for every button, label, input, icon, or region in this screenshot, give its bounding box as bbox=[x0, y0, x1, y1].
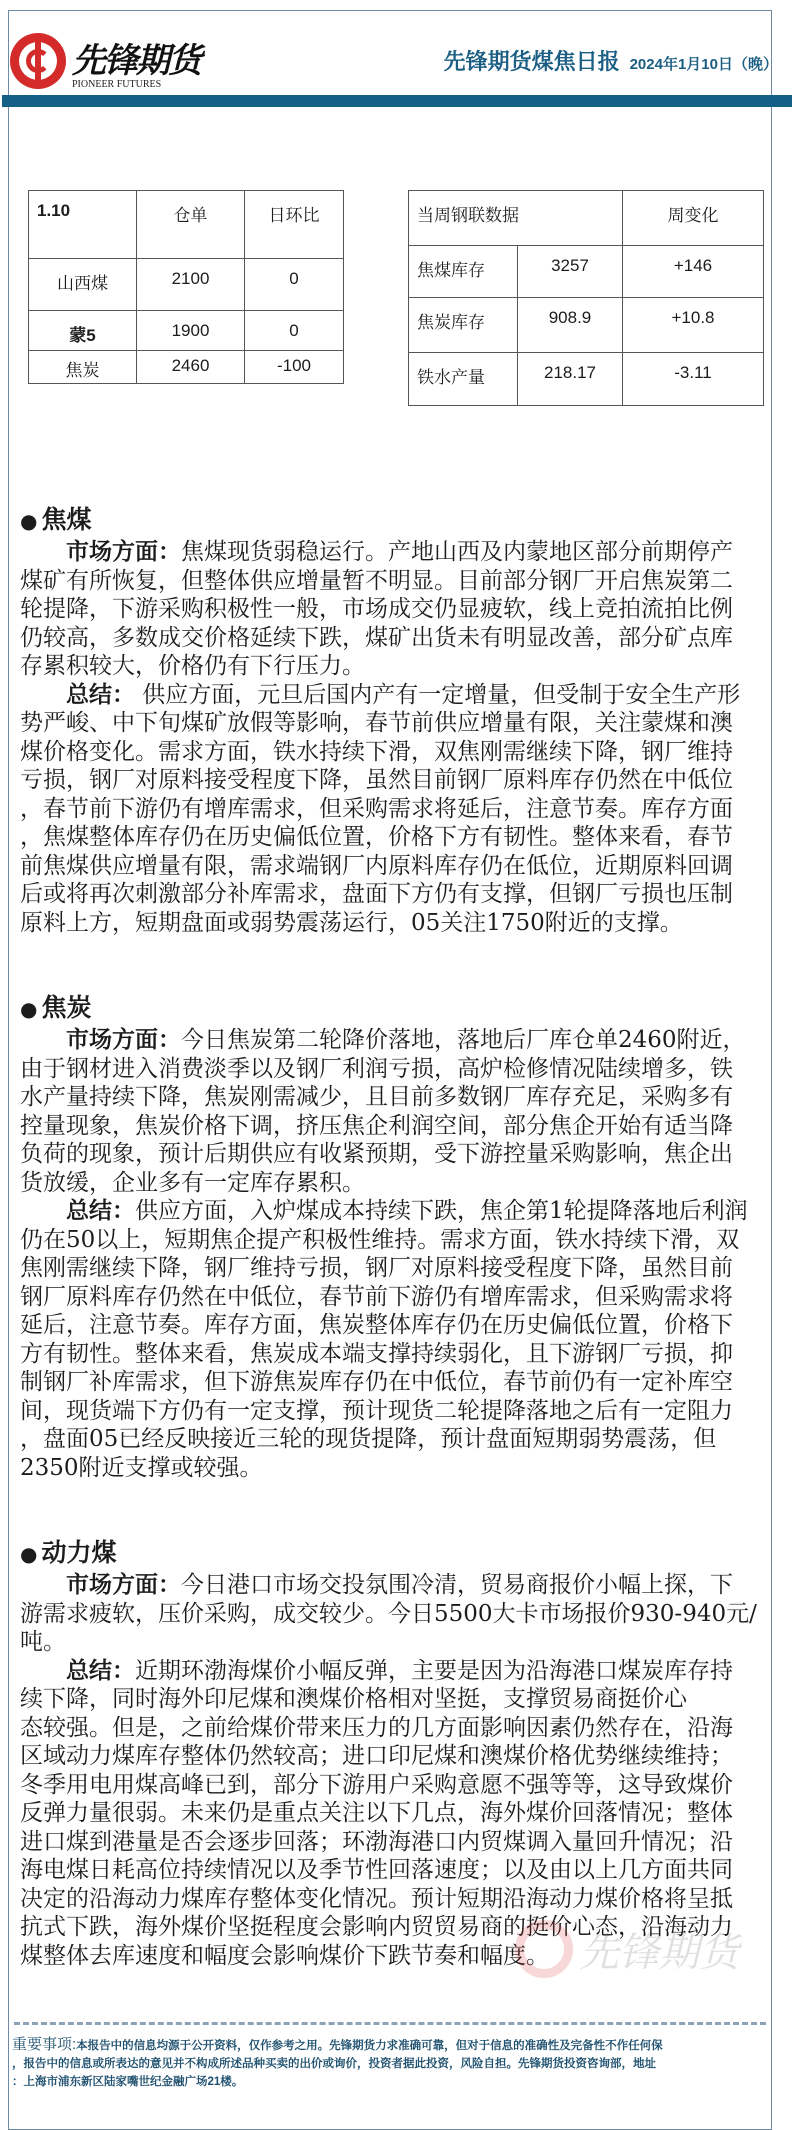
summary-paragraph bbox=[20, 1197, 760, 1482]
line-text: 煤价格变化。需求方面，铁水持续下滑，双焦刚需继续下降，钢厂维持 bbox=[20, 738, 733, 765]
summary-label: 总结： bbox=[66, 680, 135, 708]
table-cell: 焦炭库存 bbox=[409, 298, 518, 353]
header-divider-bar bbox=[2, 95, 792, 107]
table-row bbox=[409, 353, 764, 406]
line-text: ，盘面05已经反映接近三轮的现货提降，预计盘面短期弱势震荡，但 bbox=[20, 1426, 717, 1452]
paragraph-line bbox=[20, 880, 760, 909]
logo-chinese-name: 先锋期货 bbox=[72, 41, 200, 81]
line-text: 近期环渤海煤价小幅反弹，主要是因为沿海港口煤炭库存持 bbox=[135, 1657, 733, 1684]
line-text: 水产量持续下降，焦炭刚需减少，且目前多数钢厂库存充足，采购多有 bbox=[20, 1084, 733, 1110]
paragraph-line bbox=[20, 1283, 760, 1312]
paragraph-line bbox=[20, 624, 760, 653]
market-paragraph bbox=[20, 1571, 760, 1657]
line-text: 货放缓，企业多有一定库存累积。 bbox=[20, 1169, 365, 1196]
paragraph-line bbox=[20, 795, 760, 824]
line-text: 钢厂原料库存仍然在中低位，春节前下游仍有增库需求，但采购需求将 bbox=[20, 1283, 733, 1310]
table-cell: 2460 bbox=[137, 351, 245, 384]
paragraph-line bbox=[20, 1026, 760, 1055]
paragraph-line bbox=[20, 1600, 760, 1629]
table-header-cell: 当周钢联数据 bbox=[409, 191, 623, 246]
company-logo bbox=[10, 33, 200, 93]
watermark-logo bbox=[515, 1920, 739, 1978]
table-cell: 山西煤 bbox=[29, 259, 137, 311]
disclaimer-label: 重要事项: bbox=[12, 2036, 77, 2053]
paragraph-line bbox=[20, 1571, 760, 1600]
paragraph-line bbox=[20, 1112, 760, 1141]
table-cell: 3257 bbox=[518, 246, 623, 298]
market-label: 市场方面： bbox=[66, 1026, 181, 1053]
table-header-cell: 周变化 bbox=[623, 191, 764, 246]
line-text: 焦刚需继续下降，钢厂维持亏损，钢厂对原料接受程度下降，虽然目前 bbox=[20, 1255, 733, 1281]
line-text: 决定的沿海动力煤库存整体变化情况。预计短期沿海动力煤价格将呈抵 bbox=[20, 1885, 733, 1912]
line-text: 煤整体去库速度和幅度会影响煤价下跌节奏和幅度。 bbox=[20, 1942, 549, 1969]
bullet-icon: ● bbox=[20, 997, 38, 1021]
line-text: 势严峻、中下旬煤矿放假等影响，春节前供应增量有限，关注蒙煤和澳 bbox=[20, 710, 733, 736]
line-text: 由于钢材进入消费淡季以及钢厂利润亏损，高炉检修情况陆续增多，铁 bbox=[20, 1055, 733, 1082]
table-cell: 2100 bbox=[137, 259, 245, 311]
section-coking-coal bbox=[20, 502, 760, 937]
section-thermal-coal bbox=[20, 1535, 760, 1970]
paragraph-line bbox=[20, 852, 760, 881]
line-text: 抗式下跌，海外煤价坚挺程度会影响内贸贸易商的挺价心态，沿海动力 bbox=[20, 1914, 733, 1940]
paragraph-line bbox=[20, 1657, 760, 1686]
line-text: 游需求疲软，压价采购，成交较少。今日5500大卡市场报价930-940元/ bbox=[20, 1600, 757, 1627]
section-title: 焦煤 bbox=[41, 505, 92, 534]
table-cell: 焦炭 bbox=[29, 351, 137, 384]
line-text: 态较强。但是，之前给煤价带来压力的几方面影响因素仍然存在，沿海 bbox=[20, 1714, 733, 1741]
report-name: 先锋期货煤焦日报 bbox=[443, 49, 620, 74]
line-text: 2350附近支撑或较强。 bbox=[20, 1454, 263, 1481]
report-date: 2024年1月10日（晚） bbox=[629, 56, 778, 73]
report-title bbox=[444, 45, 778, 76]
line-text: 今日港口市场交投氛围冷清，贸易商报价小幅上探，下 bbox=[181, 1572, 733, 1598]
line-text: 前焦煤供应增量有限，需求端钢厂内原料库存仍在低位，近期原料回调 bbox=[20, 852, 733, 879]
section-title: 焦炭 bbox=[41, 993, 92, 1022]
warehouse-receipt-table bbox=[28, 190, 344, 384]
watermark-text: 先锋期货 bbox=[579, 1929, 739, 1976]
table-header-cell: 1.10 bbox=[29, 191, 137, 259]
disclaimer-line: 本报告中的信息均源于公开资料，仅作参考之用。先锋期货力求准确可靠，但对于信息的准确性及完备性不作任何保 bbox=[76, 2040, 663, 2052]
paragraph-line bbox=[20, 709, 760, 738]
paragraph-line bbox=[20, 1340, 760, 1369]
table-row bbox=[29, 259, 344, 311]
table-cell: 0 bbox=[245, 311, 344, 351]
table-cell: +146 bbox=[623, 246, 764, 298]
line-text: 负荷的现象，预计后期供应有收紧预期，受下游控量采购影响，焦企出 bbox=[20, 1141, 733, 1167]
table-cell: 908.9 bbox=[518, 298, 623, 353]
paragraph-line bbox=[20, 1828, 760, 1857]
line-text: 今日焦炭第二轮降价落地，落地后厂库仓单2460附近， bbox=[181, 1027, 746, 1053]
paragraph-line bbox=[20, 766, 760, 795]
summary-paragraph bbox=[20, 681, 760, 938]
paragraph-line bbox=[20, 538, 760, 567]
line-text: ，焦煤整体库存仍在历史偏低位置，价格下方有韧性。整体来看，春节 bbox=[20, 824, 733, 850]
line-text: 后或将再次刺激部分补库需求，盘面下方仍有支撑，但钢厂亏损也压制 bbox=[20, 881, 733, 907]
table-cell: 218.17 bbox=[518, 353, 623, 406]
disclaimer-line: ：上海市浦东新区陆家嘴世纪金融广场21楼。 bbox=[12, 2076, 244, 2088]
table-cell: 0 bbox=[245, 259, 344, 311]
market-paragraph bbox=[20, 1026, 760, 1197]
line-text: 原料上方，短期盘面或弱势震荡运行，05关注1750附近的支撑。 bbox=[20, 909, 683, 936]
line-text: 供应方面，元旦后国内产有一定增量，但受制于安全生产形 bbox=[135, 681, 741, 708]
line-text: 进口煤到港量是否会逐步回落；环渤海港口内贸煤调入量回升情况；沿 bbox=[20, 1828, 733, 1855]
line-text: 冬季用电用煤高峰已到，部分下游用户采购意愿不强等等，这导致煤价 bbox=[20, 1771, 733, 1798]
paragraph-line bbox=[20, 1254, 760, 1283]
paragraph-line bbox=[20, 738, 760, 767]
section-heading bbox=[20, 1535, 760, 1571]
table-row bbox=[409, 298, 764, 353]
section-heading bbox=[20, 502, 760, 538]
line-text: 吨。 bbox=[20, 1629, 66, 1655]
line-text: 供应方面，入炉煤成本持续下跌，焦企第1轮提降落地后利润 bbox=[135, 1198, 748, 1224]
paragraph-line bbox=[20, 1685, 760, 1714]
table-header-cell: 仓单 bbox=[137, 191, 245, 259]
logo-english-name: PIONEER FUTURES bbox=[72, 79, 162, 90]
paragraph-line bbox=[20, 1454, 760, 1483]
paragraph-line bbox=[20, 1140, 760, 1169]
disclaimer bbox=[12, 2036, 767, 2091]
paragraph-line bbox=[20, 909, 760, 938]
line-text: ，春节前下游仍有增库需求，但采购需求将延后，注意节奏。库存方面 bbox=[20, 795, 733, 822]
table-header-row bbox=[409, 191, 764, 246]
line-text: 煤矿有所恢复，但整体供应增量暂不明显。目前部分钢厂开启焦炭第二 bbox=[20, 567, 733, 594]
section-coke bbox=[20, 990, 760, 1482]
paragraph-line bbox=[20, 1771, 760, 1800]
line-text: 海电煤日耗高位持续情况以及季节性回落速度；以及由以上几方面共同 bbox=[20, 1857, 733, 1883]
paragraph-line bbox=[20, 823, 760, 852]
market-paragraph bbox=[20, 538, 760, 681]
line-text: 续下降，同时海外印尼煤和澳煤价格相对坚挺，支撑贸易商挺价心 bbox=[20, 1686, 687, 1712]
table-cell: 蒙5 bbox=[29, 311, 137, 351]
table-cell: 焦煤库存 bbox=[409, 246, 518, 298]
table-row bbox=[29, 351, 344, 384]
paragraph-line bbox=[20, 1425, 760, 1454]
table-cell: 1900 bbox=[137, 311, 245, 351]
market-label: 市场方面： bbox=[66, 538, 181, 565]
paragraph-line bbox=[20, 1799, 760, 1828]
line-text: 存累积较大，价格仍有下行压力。 bbox=[20, 653, 365, 679]
paragraph-line bbox=[20, 681, 760, 710]
line-text: 控量现象，焦炭价格下调，挤压焦企利润空间，部分焦企开始有适当降 bbox=[20, 1112, 733, 1139]
line-text: 亏损，钢厂对原料接受程度下降，虽然目前钢厂原料库存仍然在中低位 bbox=[20, 767, 733, 793]
table-row bbox=[29, 311, 344, 351]
paragraph-line bbox=[20, 1885, 760, 1914]
paragraph-line bbox=[20, 1714, 760, 1743]
paragraph-line bbox=[20, 1311, 760, 1340]
paragraph-line bbox=[20, 1628, 760, 1657]
disclaimer-line: ，报告中的信息或所表达的意见并不构成所述品种买卖的出价或询价，投资者据此投资，风险自担。先锋期货投资咨询部，地址 bbox=[12, 2058, 656, 2070]
line-text: 反弹力量很弱。未来仍是重点关注以下几点，海外煤价回落情况；整体 bbox=[20, 1800, 733, 1826]
line-text: 轮提降，下游采购积极性一般，市场成交仍显疲软，线上竞拍流拍比例 bbox=[20, 596, 733, 622]
paragraph-line bbox=[20, 1055, 760, 1084]
watermark-emblem-icon bbox=[515, 1920, 573, 1978]
paragraph-line bbox=[20, 652, 760, 681]
table-header-cell: 日环比 bbox=[245, 191, 344, 259]
table-cell: -100 bbox=[245, 351, 344, 384]
paragraph-line bbox=[20, 1169, 760, 1198]
paragraph-line bbox=[20, 1742, 760, 1771]
line-text: 区域动力煤库存整体仍然较高；进口印尼煤和澳煤价格优势继续维持； bbox=[20, 1743, 733, 1769]
paragraph-line bbox=[20, 1083, 760, 1112]
table-row bbox=[409, 246, 764, 298]
steel-union-weekly-table bbox=[408, 190, 764, 406]
summary-label: 总结： bbox=[66, 1656, 135, 1684]
table-header-row bbox=[29, 191, 344, 259]
paragraph-line bbox=[20, 1397, 760, 1426]
paragraph-line bbox=[20, 1368, 760, 1397]
table-cell: 铁水产量 bbox=[409, 353, 518, 406]
line-text: 延后，注意节奏。库存方面，焦炭整体库存仍在历史偏低位置，价格下 bbox=[20, 1312, 733, 1338]
bullet-icon: ● bbox=[20, 1542, 38, 1566]
line-text: 仍在50以上，短期焦企提产积极性维持。需求方面，铁水持续下滑，双 bbox=[20, 1226, 740, 1253]
bullet-icon: ● bbox=[20, 509, 38, 533]
summary-label: 总结： bbox=[66, 1197, 135, 1224]
table-cell: +10.8 bbox=[623, 298, 764, 353]
paragraph-line bbox=[20, 1226, 760, 1255]
line-text: 制钢厂补库需求，但下游焦炭库存仍在中低位，春节前仍有一定补库空 bbox=[20, 1369, 733, 1395]
paragraph-line bbox=[20, 1856, 760, 1885]
line-text: 间，现货端下方仍有一定支撑，预计现货二轮提降落地之后有一定阻力 bbox=[20, 1397, 733, 1424]
line-text: 方有韧性。整体来看，焦炭成本端支撑持续弱化，且下游钢厂亏损，抑 bbox=[20, 1340, 733, 1367]
logo-emblem-icon bbox=[10, 33, 66, 89]
section-heading bbox=[20, 990, 760, 1026]
section-title: 动力煤 bbox=[41, 1538, 117, 1567]
footer-dashed-divider bbox=[14, 2022, 766, 2025]
market-label: 市场方面： bbox=[66, 1571, 181, 1598]
paragraph-line bbox=[20, 1197, 760, 1226]
table-cell: -3.11 bbox=[623, 353, 764, 406]
paragraph-line bbox=[20, 567, 760, 596]
line-text: 焦煤现货弱稳运行。产地山西及内蒙地区部分前期停产 bbox=[181, 539, 733, 565]
line-text: 仍较高，多数成交价格延续下跌，煤矿出货未有明显改善，部分矿点库 bbox=[20, 624, 733, 651]
paragraph-line bbox=[20, 595, 760, 624]
